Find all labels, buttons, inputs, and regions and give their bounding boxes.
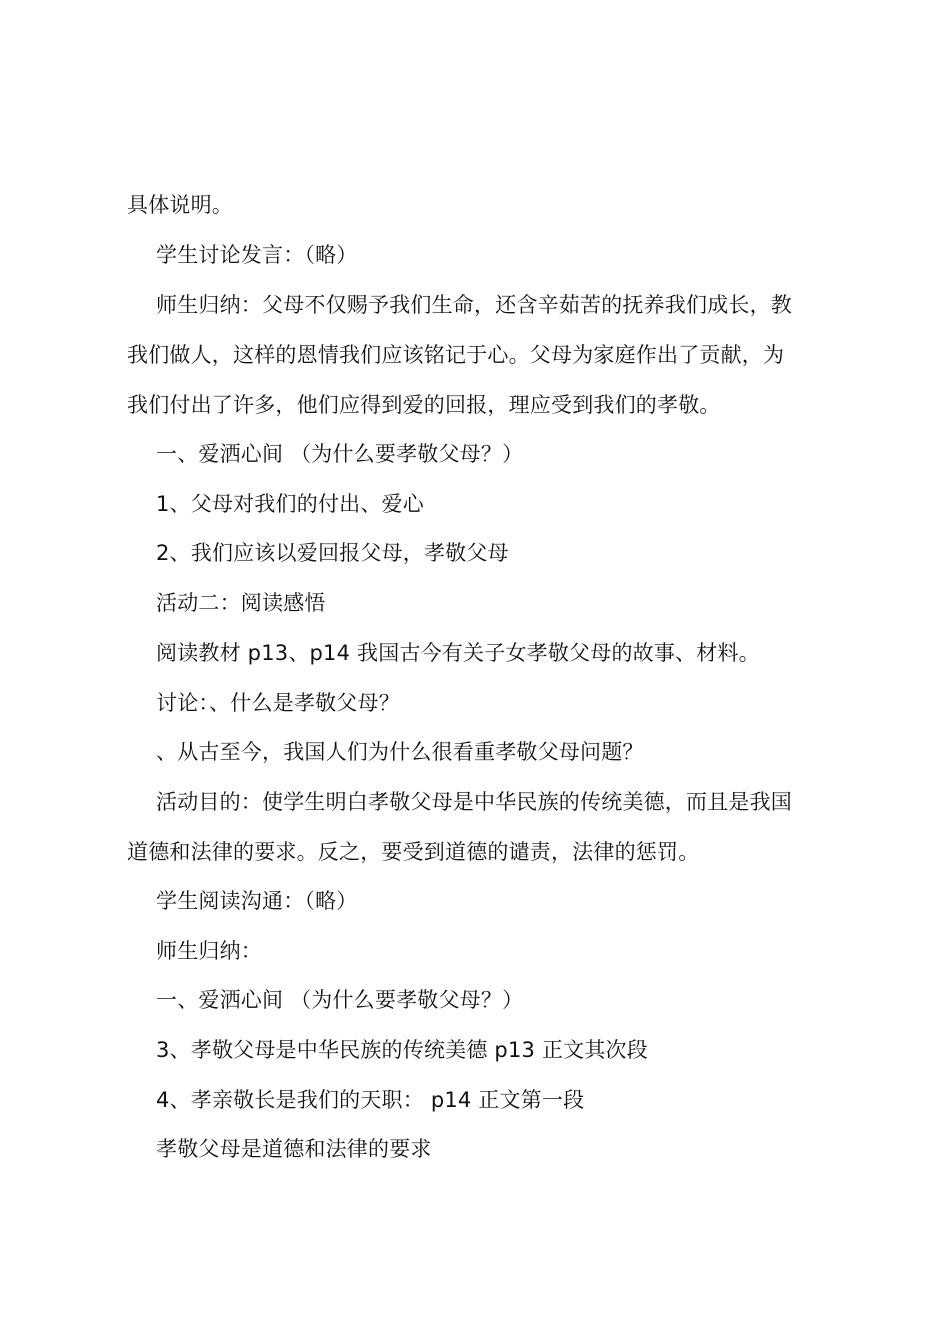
text-line: 讨论：、什么是孝敬父母？ [156,691,400,715]
text-line: 、从古至今，我国人们为什么很看重孝敬父母问题？ [156,740,644,764]
list-item: 1、父母对我们的付出、爱心 [156,492,424,516]
list-item: 4、孝亲敬长是我们的天职： p14 正文第一段 [156,1088,585,1112]
text-line: 我们付出了许多，他们应得到爱的回报，理应受到我们的孝敬。 [127,393,721,417]
text-line: 师生归纳： [156,939,262,963]
text-line: 学生讨论发言：（略） [156,243,358,267]
text-line: 学生阅读沟通：（略） [156,889,358,913]
list-item: 2、我们应该以爱回报父母，孝敬父母 [156,541,509,565]
text-line: 阅读教材 p13、p14 我国古今有关子女孝敬父母的故事、材料。 [156,641,760,665]
text-line: 师生归纳：父母不仅赐予我们生命，还含辛茹苦的抚养我们成长，教 [156,293,792,317]
text-line: 我们做人，这样的恩情我们应该铭记于心。父母为家庭作出了贡献，为 [127,343,785,367]
list-item: 3、孝敬父母是中华民族的传统美德 p13 正文其次段 [156,1038,648,1062]
activity-heading: 活动二：阅读感悟 [156,591,326,615]
text-line: 活动目的：使学生明白孝敬父母是中华民族的传统美德，而且是我国 [156,790,792,814]
text-line: 孝敬父母是道德和法律的要求 [156,1137,432,1161]
text-line: 具体说明。 [127,193,233,217]
text-line: 道德和法律的要求。反之，要受到道德的谴责，法律的惩罚。 [127,840,700,864]
section-heading: 一、爱洒心间 （为什么要孝敬父母？） [156,442,524,466]
section-heading: 一、爱洒心间 （为什么要孝敬父母？） [156,988,524,1012]
